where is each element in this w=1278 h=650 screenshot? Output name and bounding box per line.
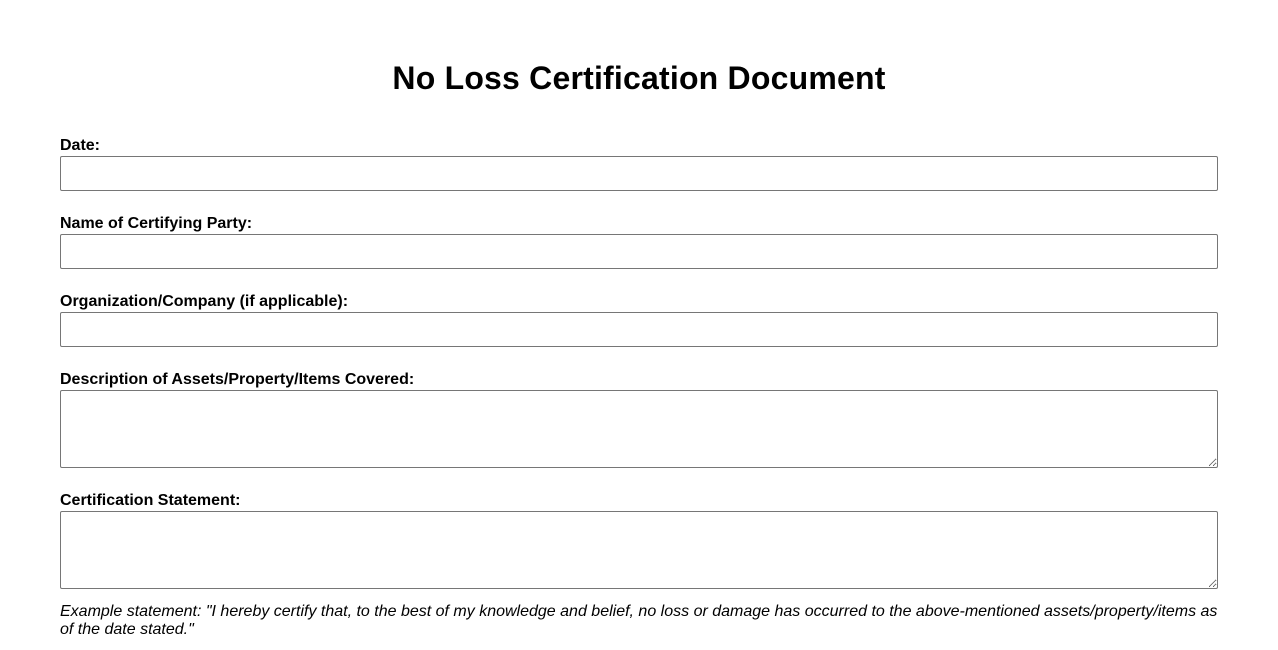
organization-input[interactable] <box>60 312 1218 347</box>
certifying-party-label: Name of Certifying Party: <box>60 215 253 232</box>
assets-description-field-group <box>60 370 1218 468</box>
date-label: Date: <box>60 137 101 154</box>
assets-description-textarea[interactable] <box>60 390 1218 468</box>
organization-field-group <box>60 292 1218 347</box>
certification-statement-label: Certification Statement: <box>60 492 241 509</box>
assets-description-label: Description of Assets/Property/Items Covered: <box>60 371 415 388</box>
page-title: No Loss Certification Document <box>392 60 886 96</box>
certifying-party-field-group <box>60 214 1218 269</box>
certifying-party-input[interactable] <box>60 234 1218 269</box>
date-input[interactable] <box>60 156 1218 191</box>
date-field-group <box>60 136 1218 191</box>
example-statement-hint: Example statement: "I hereby certify that, to the best of my knowledge and belief, no loss or damage has occurred to the above-mentioned assets/property/items as of the date stated." <box>60 603 1218 638</box>
certification-statement-field-group <box>60 491 1218 589</box>
certification-statement-textarea[interactable] <box>60 511 1218 589</box>
organization-label: Organization/Company (if applicable): <box>60 293 349 310</box>
